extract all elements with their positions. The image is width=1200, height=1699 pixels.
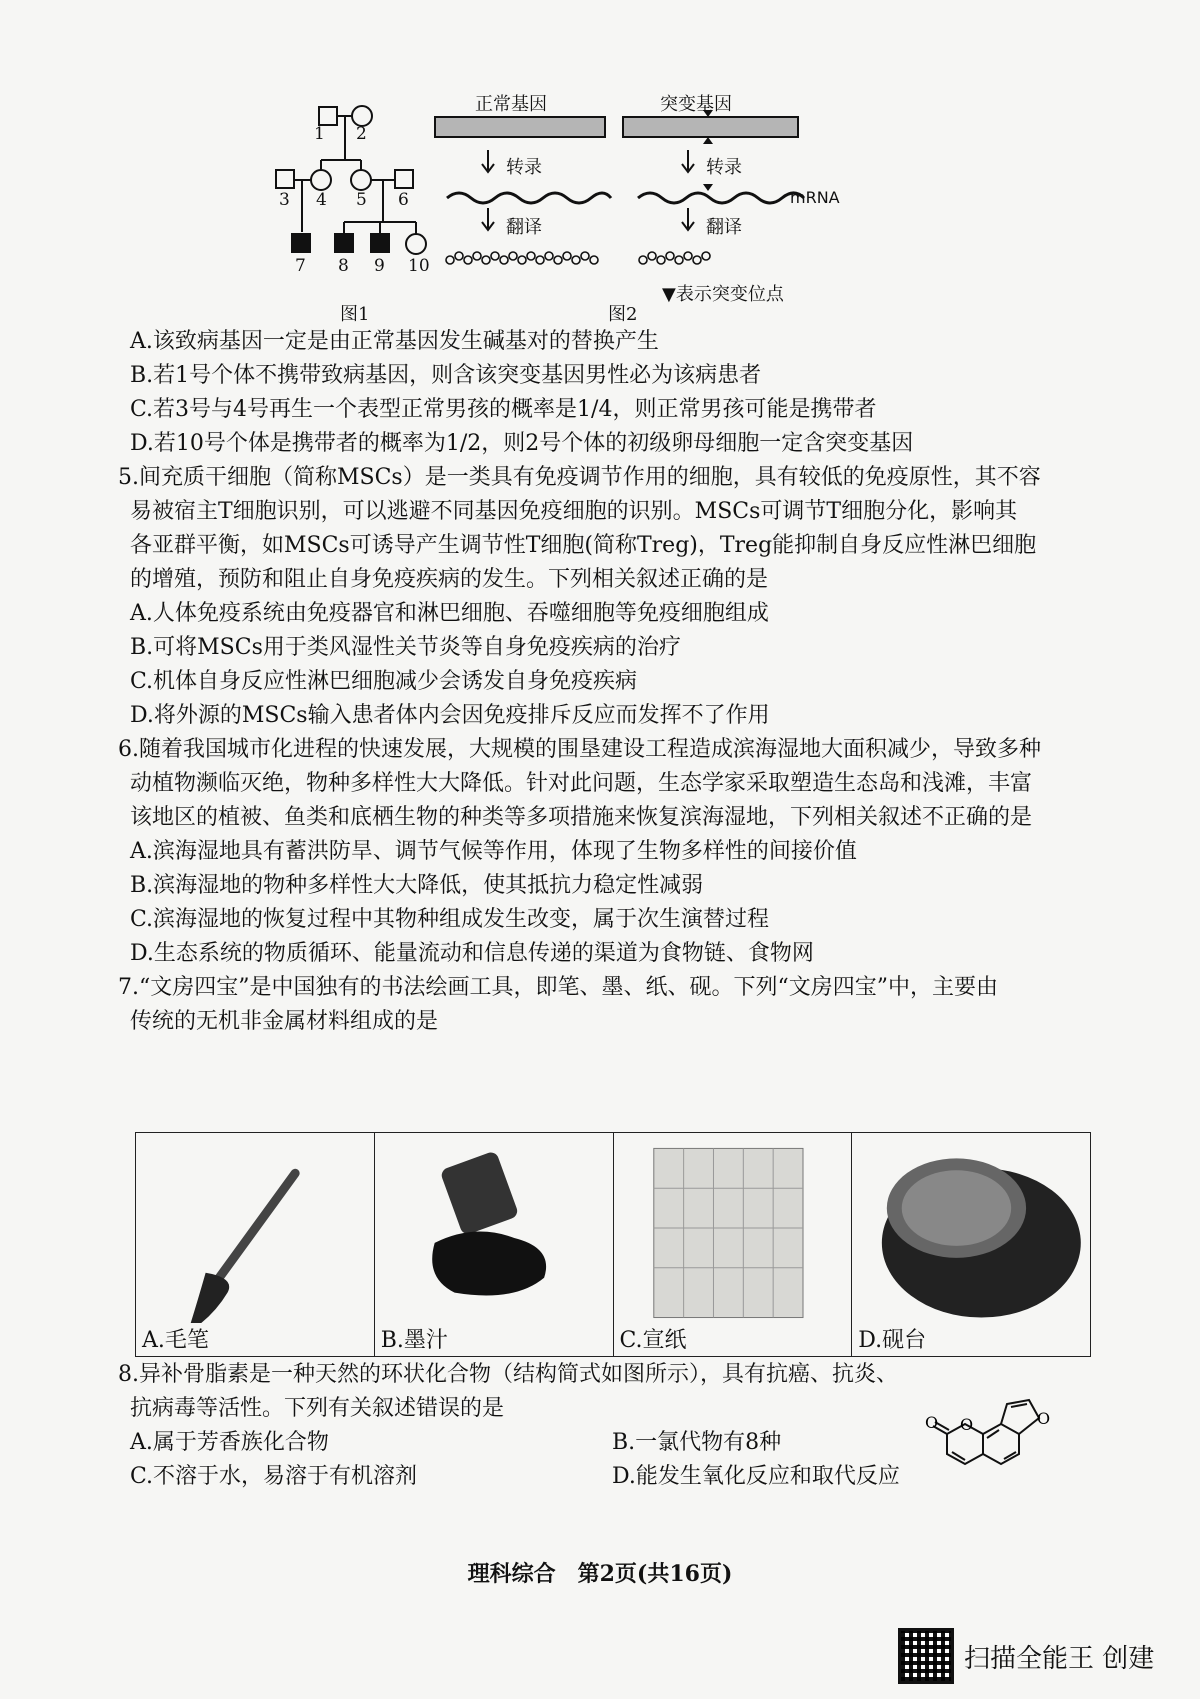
fig1-caption: 图1	[340, 304, 370, 325]
pedigree-number: 6	[398, 190, 409, 210]
q4-option-b: B.若1号个体不携带致病基因，则含该突变基因男性必为该病患者	[130, 363, 762, 388]
amino-acid-bead	[693, 256, 701, 264]
pedigree-number: 10	[408, 256, 430, 276]
ink-image	[375, 1133, 613, 1323]
genetics-figures	[0, 0, 1200, 340]
q6-option-c: C.滨海湿地的恢复过程中其物种组成发生改变，属于次生演替过程	[130, 907, 770, 932]
mrna-label: mRNA	[790, 188, 840, 207]
choice-b-label: B.墨汁	[381, 1323, 448, 1354]
q7-stem-line: 7.“文房四宝”是中国独有的书法绘画工具，即笔、墨、纸、砚。下列“文房四宝”中，主要由	[118, 975, 998, 1000]
fig2-caption: 图2	[608, 304, 638, 325]
amino-acid-bead	[536, 256, 544, 264]
mutant-gene-label: 突变基因	[660, 94, 732, 115]
amino-acid-bead	[509, 252, 517, 260]
q6-option-b: B.滨海湿地的物种多样性大大降低，使其抵抗力稳定性减弱	[130, 873, 704, 898]
inkstone-image	[852, 1133, 1090, 1323]
amino-acid-bead	[702, 252, 710, 260]
mol-atom: O	[1037, 1409, 1051, 1428]
amino-acid-bead	[581, 252, 589, 260]
choice-d-label: D.砚台	[858, 1323, 926, 1354]
amino-acid-bead	[500, 256, 508, 264]
pedigree-number: 4	[316, 190, 327, 210]
amino-acid-bead	[527, 252, 535, 260]
q4-option-a: A.该致病基因一定是由正常基因发生碱基对的替换产生	[130, 329, 659, 354]
amino-acid-bead	[491, 252, 499, 260]
q8-stem-line: 8.异补骨脂素是一种天然的环状化合物（结构简式如图所示），具有抗癌、抗炎、	[118, 1362, 898, 1387]
q7-choice-a	[136, 1133, 375, 1357]
q8-option-b: B.一氯代物有8种	[612, 1430, 782, 1455]
amino-acid-bead	[657, 256, 665, 264]
amino-acid-bead	[590, 256, 598, 264]
q6-stem-line: 该地区的植被、鱼类和底栖生物的种类等多项措施来恢复滨海湿地，下列相关叙述不正确的是	[130, 805, 1033, 830]
amino-acid-bead	[675, 256, 683, 264]
amino-acid-bead	[482, 256, 490, 264]
q4-option-d: D.若10号个体是携带者的概率为1/2，则2号个体的初级卵母细胞一定含突变基因	[130, 431, 914, 456]
translation-label: 翻译	[506, 217, 542, 238]
amino-acid-bead	[473, 252, 481, 260]
amino-acid-bead	[572, 256, 580, 264]
q5-option-d: D.将外源的MSCs输入患者体内会因免疫排斥反应而发挥不了作用	[130, 703, 770, 728]
amino-acid-bead	[639, 256, 647, 264]
amino-acid-bead	[518, 256, 526, 264]
scanner-badge-text: 扫描全能王 创建	[964, 1643, 1155, 1674]
q8-option-a: A.属于芳香族化合物	[130, 1430, 329, 1455]
q7-stem-line: 传统的无机非金属材料组成的是	[130, 1009, 439, 1034]
amino-acid-bead	[563, 252, 571, 260]
amino-acid-bead	[554, 256, 562, 264]
q7-choice-d	[852, 1133, 1091, 1357]
mol-atom: O	[925, 1413, 939, 1432]
q5-stem-line: 5.间充质干细胞（简称MSCs）是一类具有免疫调节作用的细胞，具有较低的免疫原性，其不容	[118, 465, 1041, 490]
amino-acid-bead	[464, 256, 472, 264]
pedigree-number: 3	[279, 190, 290, 210]
q8-option-d: D.能发生氧化反应和取代反应	[612, 1464, 900, 1489]
amino-acid-bead	[446, 256, 454, 264]
q6-option-a: A.滨海湿地具有蓄洪防旱、调节气候等作用，体现了生物多样性的间接价值	[130, 839, 857, 864]
qr-code-icon	[898, 1628, 954, 1684]
choice-c-label: C.宣纸	[620, 1323, 687, 1354]
q6-option-d: D.生态系统的物质循环、能量流动和信息传递的渠道为食物链、食物网	[130, 941, 814, 966]
q7-choice-b	[374, 1133, 613, 1357]
mutation-legend: ▼表示突变位点	[662, 284, 784, 305]
q4-option-c: C.若3号与4号再生一个表型正常男孩的概率是1/4，则正常男孩可能是携带者	[130, 397, 877, 422]
amino-acid-bead	[666, 252, 674, 260]
q5-stem-line: 的增殖，预防和阻止自身免疫疾病的发生。下列相关叙述正确的是	[130, 567, 769, 592]
translation-label: 翻译	[706, 217, 742, 238]
q5-option-a: A.人体免疫系统由免疫器官和淋巴细胞、吞噬细胞等免疫细胞组成	[130, 601, 769, 626]
pedigree-number: 8	[338, 256, 349, 276]
q8-stem-line: 抗病毒等活性。下列有关叙述错误的是	[130, 1396, 505, 1421]
q5-option-b: B.可将MSCs用于类风湿性关节炎等自身免疫疾病的治疗	[130, 635, 681, 660]
pedigree-number: 5	[356, 190, 367, 210]
choice-a-label: A.毛笔	[142, 1323, 209, 1354]
normal-gene-label: 正常基因	[475, 94, 547, 115]
transcription-label: 转录	[506, 157, 542, 178]
q5-stem-line: 各亚群平衡，如MSCs可诱导产生调节性T细胞(简称Treg)，Treg能抑制自身反应性淋巴细胞	[130, 533, 1037, 558]
pedigree-number: 9	[374, 256, 385, 276]
amino-acid-bead	[684, 252, 692, 260]
q7-image-table	[135, 1132, 1091, 1357]
pedigree-number: 2	[356, 124, 367, 144]
brush-image	[136, 1133, 374, 1323]
q6-stem-line: 6.随着我国城市化进程的快速发展，大规模的围垦建设工程造成滨海湿地大面积减少，导致多种	[118, 737, 1041, 762]
page-footer: 理科综合 第2页(共16页)	[467, 1561, 733, 1587]
q5-option-c: C.机体自身反应性淋巴细胞减少会诱发自身免疫疾病	[130, 669, 638, 694]
amino-acid-bead	[455, 252, 463, 260]
q7-choice-c	[613, 1133, 852, 1357]
q8-option-c: C.不溶于水，易溶于有机溶剂	[130, 1464, 418, 1489]
pedigree-number: 7	[295, 256, 306, 276]
amino-acid-bead	[545, 252, 553, 260]
q6-stem-line: 动植物濒临灭绝，物种多样性大大降低。针对此问题，生态学家采取塑造生态岛和浅滩，丰富	[130, 771, 1033, 796]
q5-stem-line: 易被宿主T细胞识别，可以逃避不同基因免疫细胞的识别。MSCs可调节T细胞分化，影响其	[130, 499, 1018, 524]
isopsoralen-structure	[925, 1372, 1095, 1487]
transcription-label: 转录	[706, 157, 742, 178]
amino-acid-bead	[648, 252, 656, 260]
scanner-badge	[898, 1628, 1154, 1684]
pedigree-number: 1	[314, 124, 325, 144]
mol-atom: O	[960, 1415, 974, 1434]
paper-image	[614, 1133, 852, 1323]
